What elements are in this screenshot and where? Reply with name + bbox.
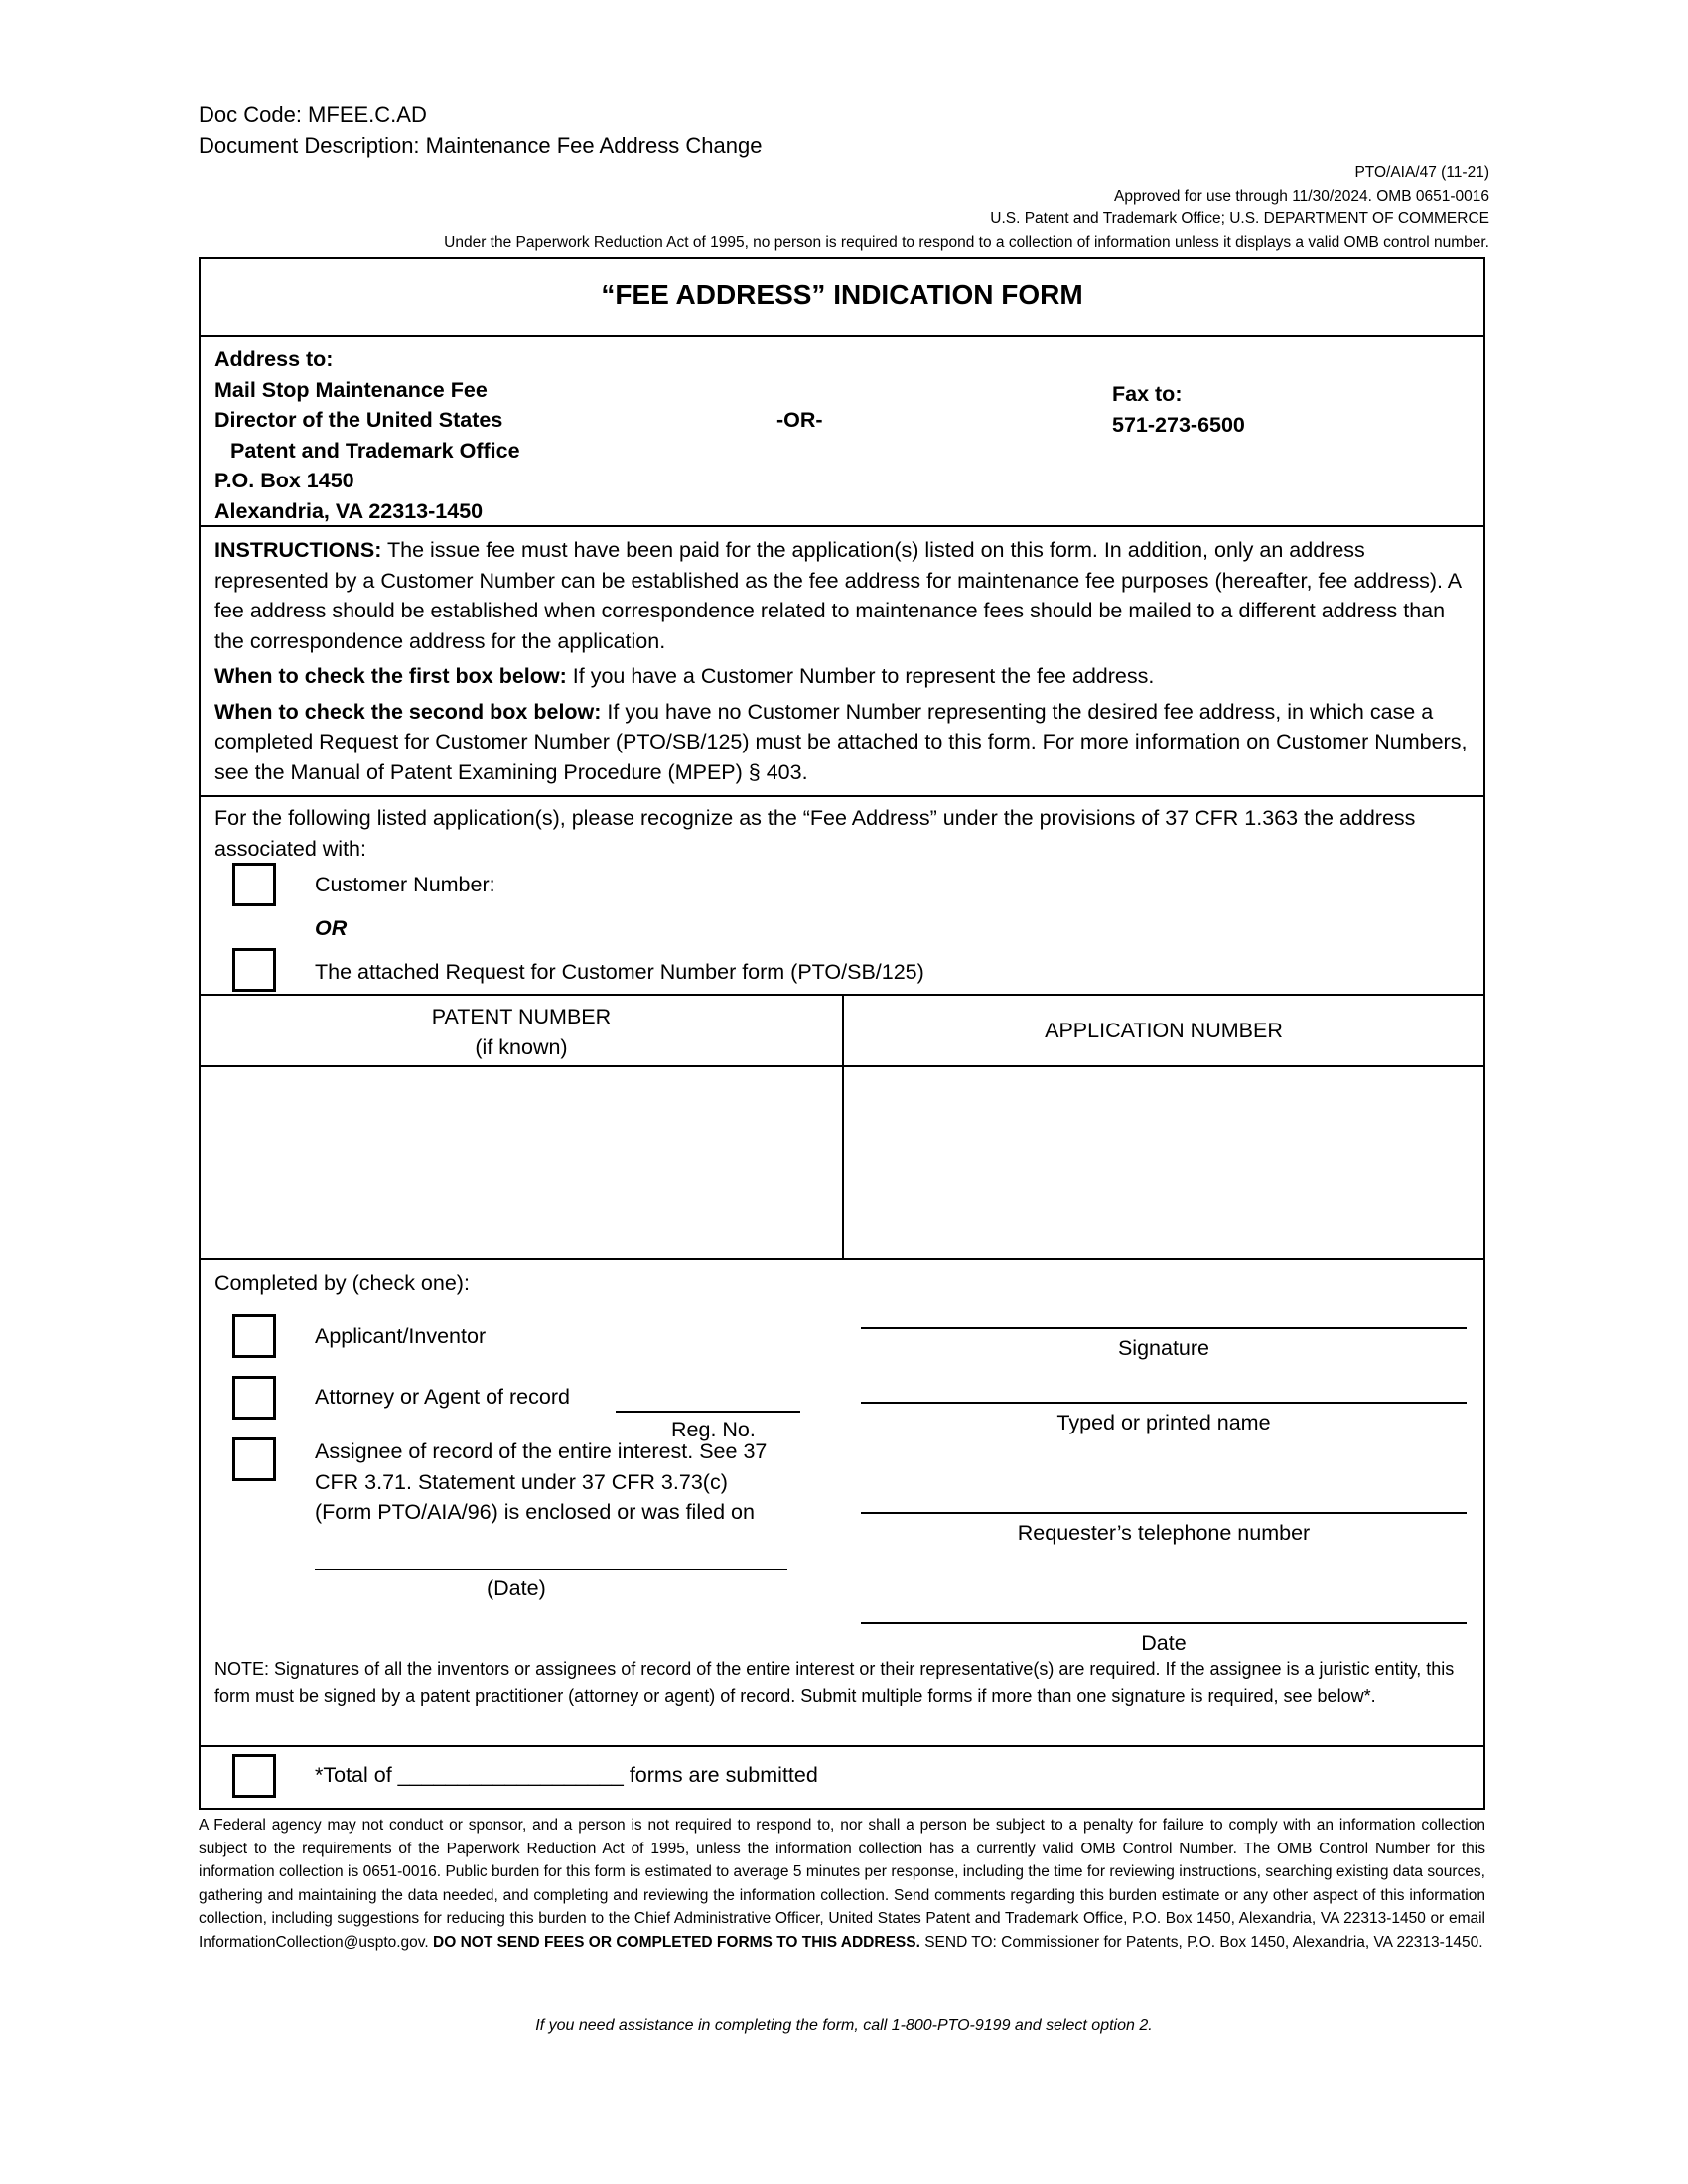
attorney-checkbox[interactable] <box>232 1376 276 1420</box>
address-label: Address to: <box>214 347 334 371</box>
instructions-text <box>214 535 1470 656</box>
first-box-label: When to check the first box below: <box>214 664 567 688</box>
instructions-block <box>214 535 1470 787</box>
first-box-text: If you have a Customer Number to represent the fee address. <box>566 664 1155 688</box>
agency: U.S. Patent and Trademark Office; U.S. DEPARTMENT OF COMMERCE <box>990 210 1489 227</box>
burden-text: A Federal agency may not conduct or sponsor, and a person is not required to respond to, nor shall a person be subject to a penalty for failure to comply with an information collection subject to the requirements of the Paperwork Reduction Act of 1995, unless the information collection has a currently valid OMB Control Number. The OMB Control Number for this information collection is 0651-0016. Public burden for this form is estimated to average 5 minutes per response, including the time for reviewing instructions, searching existing data sources, gathering and maintaining the data needed, and completing and reviewing the information collection. Send comments regarding this burden estimate or any other aspect of this information collection, including suggestions for reducing this burden to the Chief Administrative Officer, United States Patent and Trademark Office, P.O. Box 1450, Alexandria, VA 22313-1450 or email InformationCollection@uspto.gov. <box>199 1817 1485 1951</box>
doc-description: Document Description: Maintenance Fee Address Change <box>199 133 763 158</box>
second-box-instruction <box>214 697 1470 788</box>
signature-note: NOTE: Signatures of all the inventors or assignees of record of the entire interest or their representative(s) are required. If the assignee is a juristic entity, this form must be signed by a patent practitioner (attorney or agent) of record. Submit multiple forms if more than one signature is required, see below*. <box>214 1659 1455 1706</box>
address-line: Mail Stop Maintenance Fee <box>214 377 488 402</box>
reg-no-line[interactable] <box>616 1411 800 1413</box>
burden-statement <box>199 1814 1485 1954</box>
divider <box>201 1745 1483 1747</box>
approved-through: Approved for use through 11/30/2024. OMB 0651-0016 <box>1113 187 1489 205</box>
typed-name-line[interactable] <box>861 1402 1467 1404</box>
recognize-text: For the following listed application(s), please recognize as the “Fee Address” under the provisions of 37 CFR 1.363 the address associated with: <box>214 806 1416 861</box>
paperwork-notice: Under the Paperwork Reduction Act of 1995, no person is required to respond to a collection of information unless it displays a valid OMB control number. <box>444 233 1489 251</box>
total-forms-checkbox[interactable] <box>232 1754 276 1798</box>
assistance-line: If you need assistance in completing the form, call 1-800-PTO-9199 and select option 2. <box>535 2017 1153 2034</box>
address-line: Alexandria, VA 22313-1450 <box>214 498 484 523</box>
patent-number-subtitle: (if known) <box>475 1034 568 1059</box>
address-line: P.O. Box 1450 <box>214 469 354 492</box>
patent-number-input[interactable] <box>205 1071 836 1254</box>
typed-name-label: Typed or printed name <box>1056 1411 1271 1434</box>
customer-number-checkbox[interactable] <box>232 863 276 906</box>
completed-by-label: Completed by (check one): <box>214 1271 470 1295</box>
applicant-checkbox[interactable] <box>232 1314 276 1358</box>
assignee-date-line[interactable] <box>315 1569 787 1570</box>
signature-line[interactable] <box>861 1327 1467 1329</box>
application-number-header: APPLICATION NUMBER <box>1045 1019 1283 1042</box>
instructions-label: INSTRUCTIONS: <box>214 538 382 562</box>
divider <box>201 1258 1483 1260</box>
patent-number-header <box>201 1002 842 1062</box>
reg-no-label: Reg. No. <box>671 1418 756 1441</box>
signature-label: Signature <box>1117 1336 1210 1360</box>
divider <box>201 795 1483 797</box>
assignee-checkbox[interactable] <box>232 1437 276 1481</box>
fax-label: Fax to: <box>1112 382 1183 406</box>
fax-number: 571-273-6500 <box>1112 412 1245 437</box>
address-line: Director of the United States <box>214 408 503 432</box>
omb-block <box>444 161 1489 254</box>
form-number: PTO/AIA/47 (11-21) <box>1354 164 1489 181</box>
fax-block <box>1112 379 1245 440</box>
application-number-input[interactable] <box>848 1071 1479 1254</box>
divider <box>201 1065 1483 1067</box>
second-box-label: When to check the second box below: <box>214 699 602 724</box>
attorney-label: Attorney or Agent of record <box>315 1385 570 1409</box>
or-separator: -OR- <box>776 408 823 432</box>
divider <box>201 525 1483 527</box>
first-box-instruction <box>214 661 1470 692</box>
address-line: Patent and Trademark Office <box>230 438 520 463</box>
assignee-label: Assignee of record of the entire interest. See 37 CFR 3.71. Statement under 37 CFR 3.73(c) (Form PTO/AIA/96) is enclosed or was filed on <box>315 1439 768 1524</box>
date-line[interactable] <box>861 1622 1467 1624</box>
date-label: Date <box>1141 1631 1187 1655</box>
attached-request-checkbox[interactable] <box>232 948 276 992</box>
or-label: OR <box>315 916 348 940</box>
send-to-text: SEND TO: Commissioner for Patents, P.O. Box 1450, Alexandria, VA 22313-1450. <box>919 1933 1483 1951</box>
form-box <box>199 257 1485 1810</box>
second-box-text: If you have no Customer Number representing the desired fee address, in which case a completed Request for Customer Number (PTO/SB/125) must be attached to this form. For more information on Customer Numbers, see the Manual of Patent Examining Procedure (MPEP) § 403. <box>214 699 1468 784</box>
instructions-body: The issue fee must have been paid for the application(s) listed on this form. In addition, only an address represented by a Customer Number can be established as the fee address for maintenance fee purposes (hereafter, fee address). A fee address should be established when correspondence related to maintenance fees should be mailed to a different address than the correspondence address for the application. <box>214 538 1461 653</box>
address-block <box>214 344 520 526</box>
telephone-line[interactable] <box>861 1512 1467 1514</box>
form-title: “FEE ADDRESS” INDICATION FORM <box>601 279 1083 310</box>
telephone-label: Requester’s telephone number <box>1017 1521 1311 1545</box>
assignee-date-label: (Date) <box>487 1576 546 1600</box>
doc-code: Doc Code: MFEE.C.AD <box>199 102 427 127</box>
doc-code-block <box>199 99 762 161</box>
patent-number-title: PATENT NUMBER <box>431 1005 612 1028</box>
divider <box>201 335 1483 337</box>
applicant-label: Applicant/Inventor <box>315 1324 487 1348</box>
do-not-send-notice: DO NOT SEND FEES OR COMPLETED FORMS TO THIS ADDRESS. <box>433 1933 920 1951</box>
attached-request-label: The attached Request for Customer Number form (PTO/SB/125) <box>315 960 924 984</box>
customer-number-label: Customer Number: <box>315 873 495 896</box>
total-forms-label: *Total of ___________________ forms are submitted <box>315 1763 818 1787</box>
